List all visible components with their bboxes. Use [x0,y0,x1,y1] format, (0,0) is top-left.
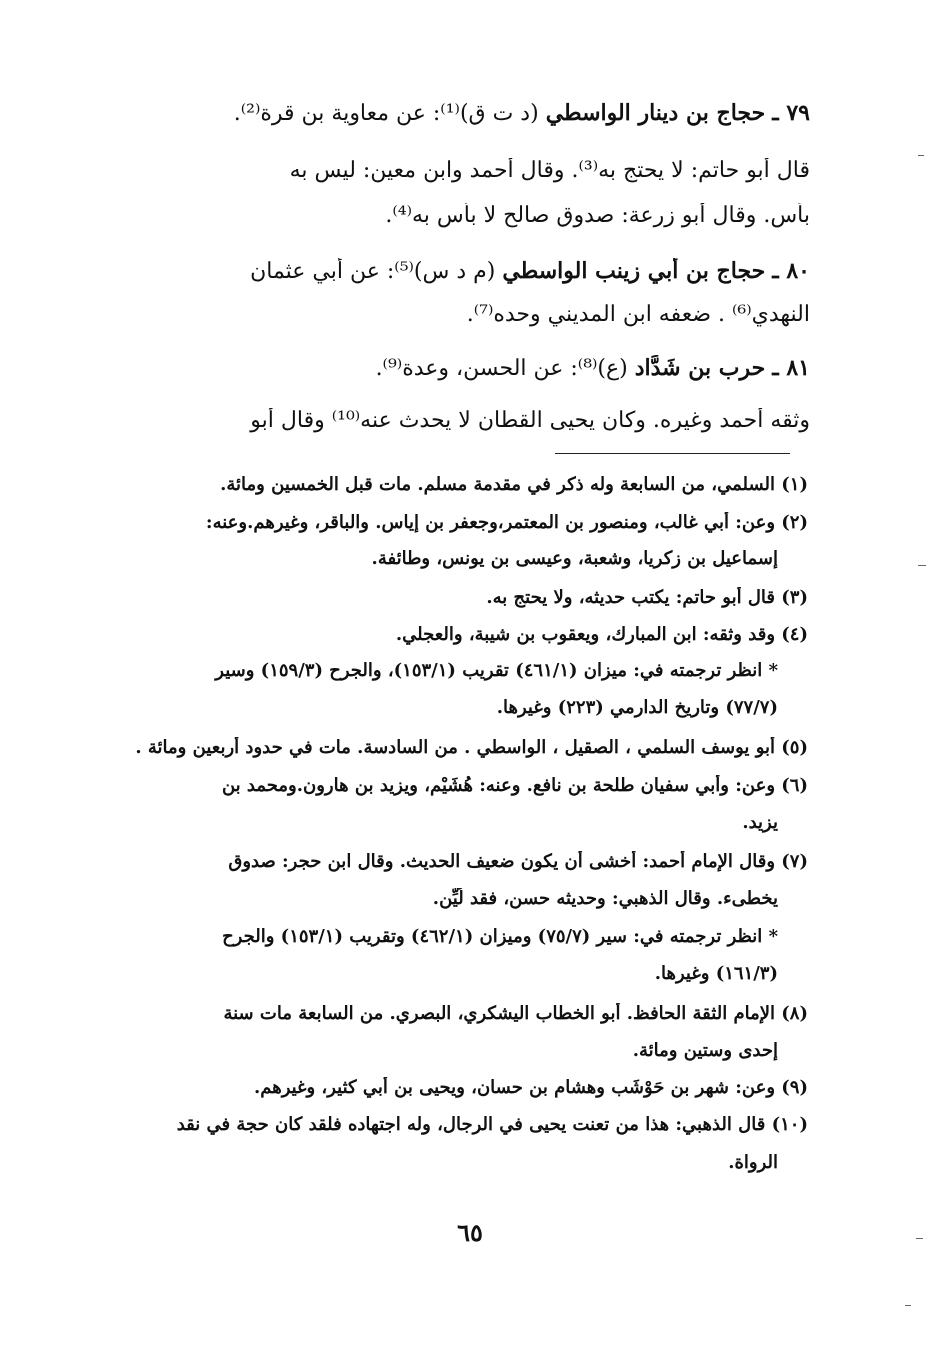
footnote-divider [555,453,790,454]
footnote-7: (٧) وقال الإمام أحمد: أخشى أن يكون ضعيف الحديث. وقال ابن حجر: صدوق [228,851,808,872]
entry-80-heading [110,258,810,284]
footnote-9: (٩) وعن: شهر بن حَوْشَب وهشام بن حسان، ويحيى بن أبي كثير، وغيرهم. [253,1077,808,1098]
footnote-4-ref: * انظر ترجمته في: ميزان (٤٦١/١) تقريب (١٥٣/١)، والجرح (١٥٩/٣) وسير [215,660,778,681]
footnote-10-cont: الرواة. [728,1152,778,1173]
entry-81-heading [110,355,810,381]
footnote-8: (٨) الإمام الثقة الحافظ. أبو الخطاب اليشكري، البصري. من السابعة مات سنة [223,1003,808,1024]
entry-79-heading [110,100,810,126]
footnote-6-cont: يزيد. [742,812,778,833]
scan-mark [905,1305,911,1306]
entry-text: (م د س)⁽⁵⁾: عن أبي عثمان [250,259,496,284]
entry-79-line-2: قال أبو حاتم: لا يحتج به⁽³⁾. وقال أحمد وابن معين: ليس به [289,158,810,183]
entry-text: (ع)⁽⁸⁾: عن الحسن، وعدة⁽⁹⁾. [375,356,628,381]
footnote-7-cont: يخطىء. وقال الذهبي: وحديثه حسن، فقد لُيِّن. [432,888,778,909]
scan-mark [918,155,924,156]
footnote-8-cont: إحدى وستين ومائة. [632,1040,778,1061]
page-number: ٦٥ [457,1218,483,1247]
entry-81-line-2: وثقه أحمد وغيره. وكان يحيى القطان لا يحدث عنه⁽¹⁰⁾ وقال أبو [250,408,810,433]
entry-number: ٨١ ـ [772,355,810,381]
footnote-1: (١) السلمي، من السابعة وله ذكر في مقدمة مسلم. مات قبل الخمسين ومائة. [220,474,808,495]
footnote-7-ref: * انظر ترجمته في: سير (٧٥/٧) وميزان (٤٦٢/١) وتقريب (١٥٣/١) والجرح [222,926,778,947]
entry-number: ٧٩ ـ [772,100,810,126]
footnote-10: (١٠) قال الذهبي: هذا من تعنت يحيى في الرجال، وله اجتهاده فلقد كان حجة في نقد [176,1114,808,1135]
scan-mark [918,565,926,566]
footnote-7-ref-cont: (١٦١/٣) وغيرها. [654,963,778,984]
entry-name: حرب بن شَدَّاد [634,355,766,381]
footnote-2-cont: إسماعيل بن زكريا، وشعبة، وعيسى بن يونس، وطائفة. [371,548,778,569]
footnote-5: (٥) أبو يوسف السلمي ، الصقيل ، الواسطي . من السادسة. مات في حدود أربعين ومائة . [135,737,808,758]
footnote-4: (٤) وقد وثقه: ابن المبارك، ويعقوب بن شيبة، والعجلي. [395,624,808,645]
entry-number: ٨٠ ـ [772,258,810,284]
entry-name: حجاج بن أبي زينب الواسطي [502,258,766,284]
footnote-3: (٣) قال أبو حاتم: يكتب حديثه، ولا يحتج به. [486,587,808,608]
footnote-6: (٦) وعن: وأبي سفيان طلحة بن نافع. وعنه: هُشَيْم، ويزيد بن هارون.ومحمد بن [221,775,808,796]
footnote-2: (٢) وعن: أبي غالب، ومنصور بن المعتمر،وجعفر بن إياس. والباقر، وغيرهم.وعنه: [205,512,808,533]
entry-80-line-2: النهدي⁽⁶⁾ . ضعفه ابن المديني وحده⁽⁷⁾. [466,302,810,327]
scan-mark [916,1238,923,1239]
entry-text: (د ت ق)⁽¹⁾: عن معاوية بن قرة⁽²⁾. [233,101,539,126]
footnote-4-ref-cont: (٧٧/٧) وتاريخ الدارمي (٢٢٣) وغيرها. [496,697,778,718]
entry-79-line-3: بأس. وقال أبو زرعة: صدوق صالح لا بأس به⁽⁴⁾. [385,203,810,228]
entry-name: حجاج بن دينار الواسطي [545,100,766,126]
